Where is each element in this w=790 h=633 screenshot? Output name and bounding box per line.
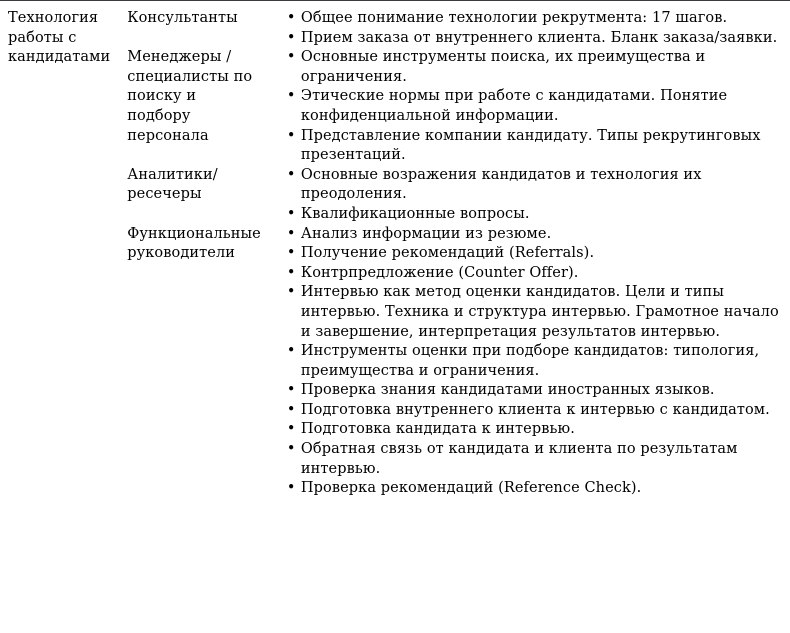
list-item	[287, 283, 784, 342]
list-item	[287, 87, 784, 126]
bullet-icon: •	[286, 10, 296, 26]
list-item-text: Анализ информации из резюме.	[300, 225, 552, 242]
list-item-text: Обратная связь от кандидата и клиента по результатам интервью.	[300, 441, 738, 477]
role-label: Функциональные руководители	[127, 225, 261, 262]
role-label: Менеджеры / специалисты по поиску и подбору персонала	[127, 49, 253, 144]
list-item-text: Этические нормы при работе с кандидатами. Понятие конфиденциальной информации.	[300, 88, 728, 124]
list-item-text: Подготовка кандидата к интервью.	[300, 421, 575, 438]
list-item	[287, 29, 784, 49]
role-item	[127, 9, 261, 29]
list-item-text: Прием заказа от внутреннего клиента. Бланк заказа/заявки.	[300, 29, 778, 46]
bullet-icon: •	[286, 166, 296, 183]
bullet-icon: •	[286, 245, 296, 262]
list-item-text: Квалификационные вопросы.	[300, 205, 530, 222]
list-item-text: Инструменты оценки при подборе кандидатов: типология, преимущества и ограничения.	[300, 343, 760, 379]
table-cell-roles	[120, 1, 269, 264]
bullet-icon: •	[286, 88, 296, 105]
topic-label: Технология работы с кандидатами	[8, 10, 111, 66]
list-item	[287, 127, 784, 166]
bullet-icon: •	[286, 343, 296, 360]
list-item	[287, 479, 784, 499]
bullet-icon: •	[286, 29, 296, 46]
list-item-text: Основные возражения кандидатов и технология их преодоления.	[300, 166, 702, 203]
bullet-icon: •	[286, 441, 296, 458]
list-item-text: Проверка рекомендаций (Reference Check).	[300, 480, 642, 497]
list-item-text: Проверка знания кандидатами иностранных языков.	[300, 382, 715, 399]
list-item-text: Подготовка внутреннего клиента к интервью с кандидатом.	[300, 401, 770, 418]
bullet-icon: •	[286, 205, 296, 222]
list-item	[287, 401, 784, 421]
list-item	[287, 225, 784, 245]
role-label: Аналитики/ресечеры	[127, 166, 218, 203]
bullet-icon: •	[286, 480, 296, 497]
role-item	[127, 225, 261, 264]
list-item-text: Получение рекомендаций (Referrals).	[300, 245, 595, 262]
bullet-icon: •	[286, 49, 296, 66]
list-item-text: Основные инструменты поиска, их преимущества и ограничения.	[300, 49, 706, 85]
list-item-text: Интервью как метод оценки кандидатов. Цели и типы интервью. Техника и структура интервью. Грамотное начало и завершение, интерпретация результатов интервью.	[300, 284, 779, 340]
list-item	[287, 342, 784, 381]
table-cell-topic	[0, 1, 120, 68]
role-item	[127, 166, 261, 205]
list-item	[287, 205, 784, 225]
bullet-icon: •	[286, 264, 296, 281]
list-item	[287, 48, 784, 87]
bullet-icon: •	[286, 284, 296, 301]
role-label: Консультанты	[127, 10, 238, 26]
bullet-icon: •	[286, 225, 296, 242]
list-item	[287, 9, 784, 29]
bullet-icon: •	[286, 401, 296, 418]
list-item	[287, 166, 784, 205]
bullet-icon: •	[286, 382, 296, 399]
bullet-icon: •	[286, 421, 296, 438]
list-item-text: Контрпредложение (Counter Offer).	[300, 264, 579, 281]
table-row	[0, 1, 790, 499]
list-item-text: Представление компании кандидату. Типы рекрутинговых презентаций.	[300, 127, 761, 164]
list-item-text: Общее понимание технологии рекрутмента: 17 шагов.	[300, 10, 728, 26]
list-item	[287, 244, 784, 264]
list-item	[287, 381, 784, 401]
role-item	[127, 48, 261, 146]
bullet-icon: •	[286, 127, 296, 144]
list-item	[287, 264, 784, 284]
program-list	[287, 9, 784, 499]
list-item	[287, 420, 784, 440]
list-item	[287, 440, 784, 479]
table-cell-program	[269, 1, 790, 499]
